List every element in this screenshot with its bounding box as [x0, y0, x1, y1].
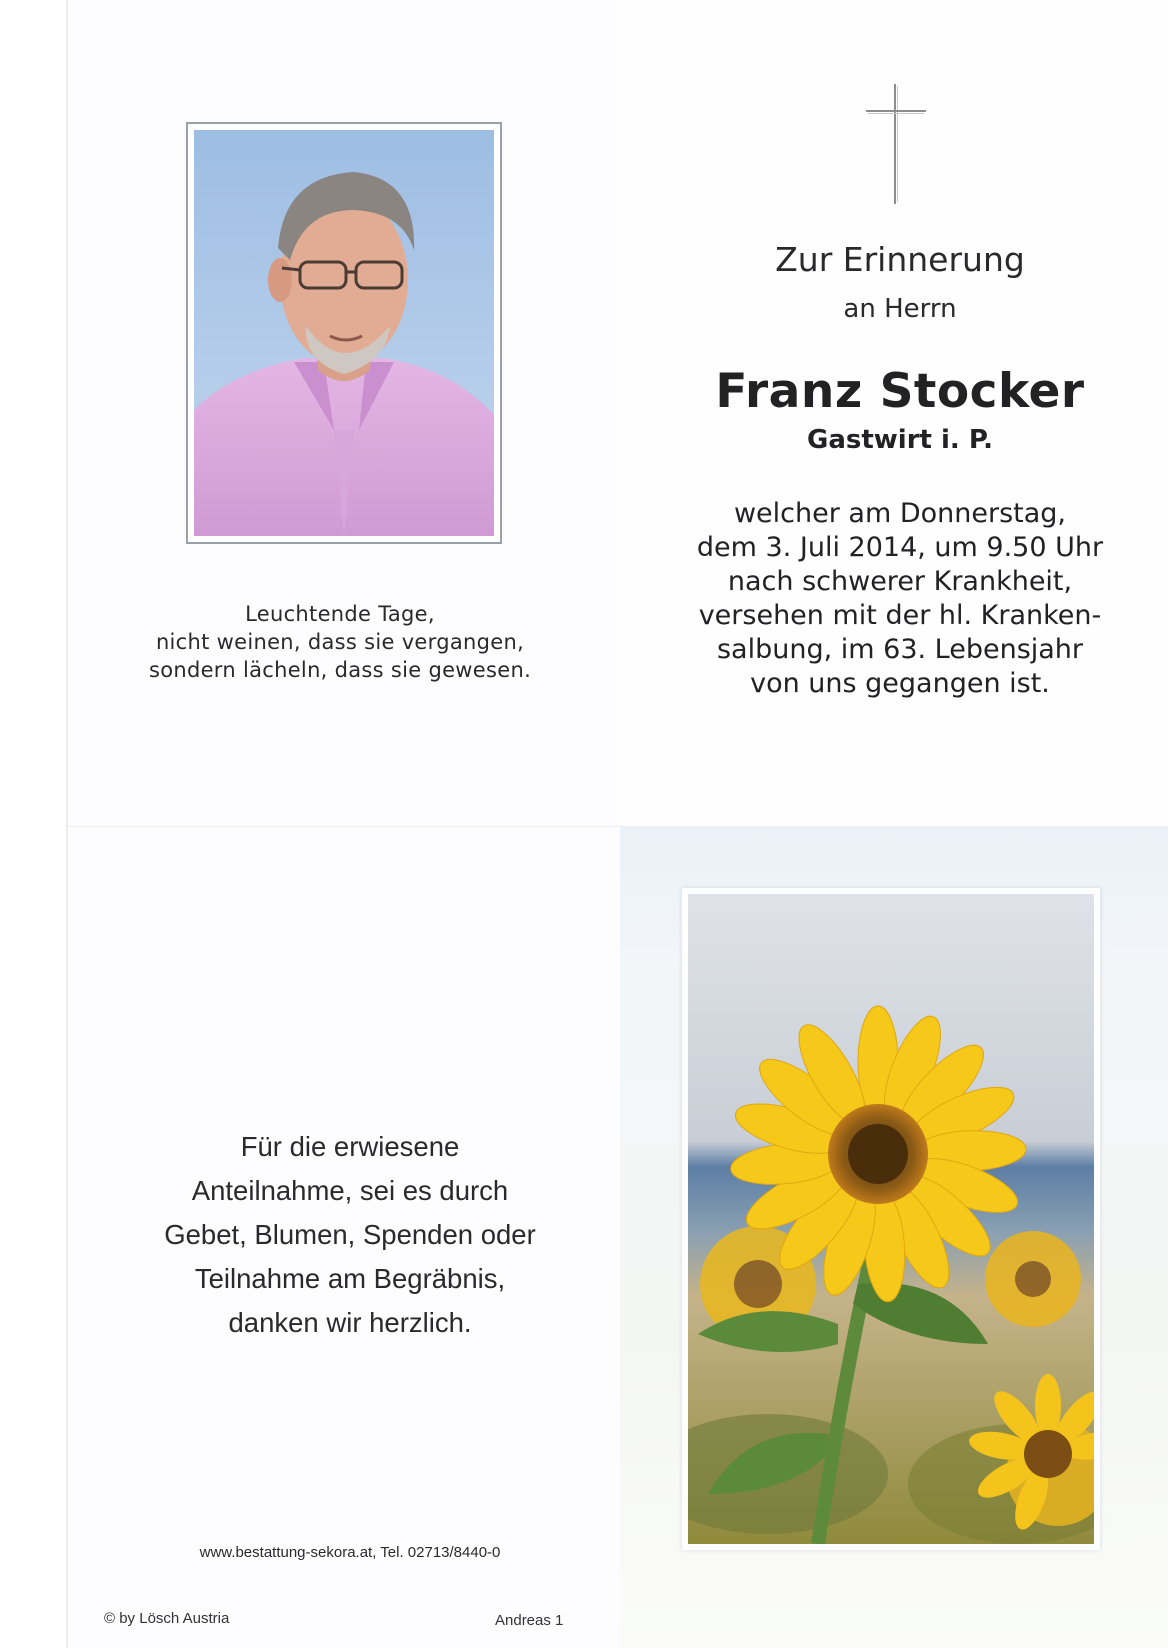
thanks-line: Teilnahme am Begräbnis, — [194, 1263, 506, 1294]
verse-line: sondern lächeln, dass sie gewesen. — [148, 658, 532, 682]
copyright-note: © by Lösch Austria — [104, 1610, 230, 1627]
thanks-line: Anteilnahme, sei es durch — [191, 1175, 509, 1206]
verse-line: nicht weinen, dass sie vergangen, — [155, 630, 525, 654]
memory-heading: Zur Erinnerung — [775, 240, 1025, 279]
notice-line: nach schwerer Krankheit, — [727, 566, 1073, 597]
portrait-photo-frame — [186, 122, 502, 544]
notice-line: von uns gegangen ist. — [750, 668, 1050, 699]
deceased-name: Franz Stocker — [715, 364, 1085, 419]
portrait-photo — [194, 130, 494, 536]
sunflower-photo — [688, 894, 1094, 1544]
fold-line — [68, 826, 1168, 827]
thanks-text — [130, 1125, 570, 1345]
thanks-line: Gebet, Blumen, Spenden oder — [164, 1219, 536, 1250]
memorial-verse — [120, 600, 560, 684]
card-model-label: Andreas 1 — [495, 1612, 564, 1629]
salutation: an Herrn — [843, 294, 957, 324]
verse-line: Leuchtende Tage, — [245, 602, 435, 626]
funeral-home-contact: www.bestattung-sekora.at, Tel. 02713/8440-0 — [199, 1544, 501, 1561]
notice-line: salbung, im 63. Lebensjahr — [716, 634, 1084, 665]
thanks-line: Für die erwiesene — [240, 1131, 460, 1162]
deceased-title: Gastwirt i. P. — [806, 425, 994, 455]
thanks-line: danken wir herzlich. — [228, 1307, 472, 1338]
death-notice — [680, 497, 1120, 701]
notice-line: welcher am Donnerstag, — [733, 498, 1067, 529]
sunflower-photo-frame — [682, 888, 1100, 1550]
cross-icon — [866, 84, 926, 204]
notice-line: dem 3. Juli 2014, um 9.50 Uhr — [696, 532, 1104, 563]
notice-line: versehen mit der hl. Kranken- — [698, 600, 1102, 631]
